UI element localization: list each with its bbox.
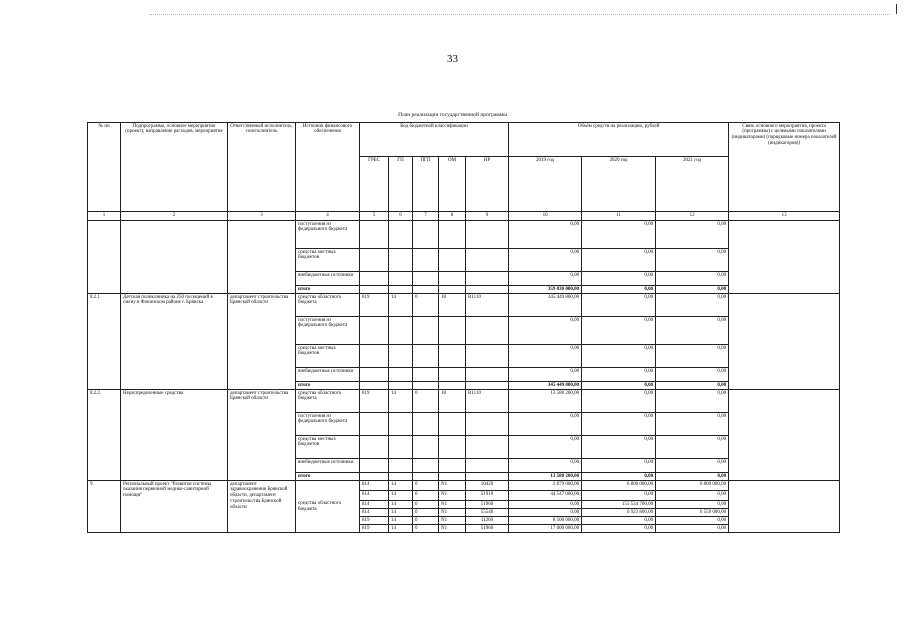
value-2019: 0,00 (509, 345, 582, 368)
total-2020: 0,00 (582, 382, 656, 390)
value-2019: 17 000 000,00 (509, 525, 582, 533)
kbk-grbs: 819 (360, 517, 389, 525)
link-cell (729, 390, 840, 481)
source-local: средства местных бюджетов (296, 436, 360, 459)
row-exec: департамент здравоохранения Брянской области, департамент строительства Брянской области (228, 481, 296, 533)
value-2020: 0,00 (582, 436, 656, 459)
scan-edge-mark (896, 4, 897, 14)
kbk-pgp: 0 (413, 509, 439, 517)
row-name-cell (121, 221, 228, 294)
value-2020: 0,00 (582, 390, 656, 413)
value-2019: 8 500 000,00 (509, 517, 582, 525)
header-link: Связь основного мероприятия, проекта (программы) с целевыми показателями (индикаторами) (порядковые номера показателей (индикаторов)) (729, 123, 840, 212)
kbk-grbs: 819 (360, 390, 389, 413)
col-number: 13 (729, 212, 840, 221)
kbk-om: 18 (439, 390, 466, 413)
value-2019: 13 580 200,00 (509, 390, 582, 413)
header-pgp: ПГП (413, 157, 439, 212)
kbk-gp: 14 (389, 390, 413, 413)
kbk-om: N1 (439, 491, 466, 501)
value-2021: 6 800 000,00 (656, 481, 729, 491)
value-2019: 0,00 (509, 459, 582, 473)
source-federal: поступления из федерального бюджета (296, 317, 360, 345)
row-exec: департамент строительства Брянской области (228, 294, 296, 390)
col-number: 4 (296, 212, 360, 221)
value-2019: 0,00 (509, 501, 582, 509)
header-om: ОМ (439, 157, 466, 212)
row-name: Нераспределенные средства (121, 390, 228, 481)
value-2021: 0,00 (656, 517, 729, 525)
link-cell (729, 221, 840, 294)
table-row (88, 294, 840, 317)
kbk-grbs: 814 (360, 491, 389, 501)
scan-artifact-dots (150, 14, 890, 17)
kbk-np: 51960 (466, 525, 509, 533)
value-2020: 0,00 (582, 413, 656, 436)
kbk-np: 11260 (466, 517, 509, 525)
value-2019: 0,00 (509, 413, 582, 436)
header-np: НР (466, 157, 509, 212)
value-2021: 0,00 (656, 368, 729, 382)
kbk-pgp: 0 (413, 294, 439, 317)
value-2019: 0,00 (509, 509, 582, 517)
kbk-gp: 14 (389, 481, 413, 491)
value-2021: 0,00 (656, 525, 729, 533)
value-2020: 155 534 700,00 (582, 501, 656, 509)
value-2019: 0,00 (509, 221, 582, 249)
value-2020: 0,00 (582, 249, 656, 272)
kbk-np: 51960 (466, 501, 509, 509)
value-2021: 0,00 (656, 459, 729, 473)
kbk-np: 51910 (466, 491, 509, 501)
row-num-cell (88, 221, 121, 294)
row-name: Региональный проект "Развитие системы оказания первичной медико-санитарной помощи" (121, 481, 228, 533)
col-number: 6 (389, 212, 413, 221)
kbk-om: N1 (439, 481, 466, 491)
value-2019: 0,00 (509, 368, 582, 382)
value-2021: 0,00 (656, 317, 729, 345)
kbk-pgp: 0 (413, 517, 439, 525)
kbk-gp: 14 (389, 491, 413, 501)
source-extra: внебюджетные источники (296, 368, 360, 382)
row-exec: департамент строительства Брянской области (228, 390, 296, 481)
value-2021: 0,00 (656, 501, 729, 509)
kbk-om: 18 (439, 294, 466, 317)
col-number: 10 (509, 212, 582, 221)
row-num: 9. (88, 481, 121, 533)
kbk-om: N1 (439, 517, 466, 525)
value-2019: 2 879 000,00 (509, 481, 582, 491)
source-local: средства местных бюджетов (296, 345, 360, 368)
document-title: План реализации государственной программы (398, 112, 507, 118)
header-num: № пп (88, 123, 121, 212)
value-2020: 6 923 800,00 (582, 509, 656, 517)
col-number: 5 (360, 212, 389, 221)
kbk-pgp: 0 (413, 501, 439, 509)
kbk-gp: 14 (389, 525, 413, 533)
total-2019: 13 580 200,00 (509, 473, 582, 481)
link-cell (729, 294, 840, 390)
source-extra: внебюджетные источники (296, 272, 360, 286)
total-label: итого (296, 473, 360, 481)
source-federal: поступления из федерального бюджета (296, 221, 360, 249)
total-2019: 359 030 000,00 (509, 286, 582, 294)
kbk-grbs: 814 (360, 509, 389, 517)
total-2021: 0,00 (656, 382, 729, 390)
col-number: 7 (413, 212, 439, 221)
value-2020: 0,00 (582, 272, 656, 286)
source-extra: внебюджетные источники (296, 459, 360, 473)
value-2021: 0,00 (656, 272, 729, 286)
value-2020: 0,00 (582, 491, 656, 501)
kbk-grbs: 819 (360, 294, 389, 317)
kbk-om: N1 (439, 525, 466, 533)
col-number: 1 (88, 212, 121, 221)
kbk-np: 55540 (466, 509, 509, 517)
table-row (88, 390, 840, 413)
col-number: 2 (121, 212, 228, 221)
total-2020: 0,00 (582, 473, 656, 481)
value-2020: 0,00 (582, 517, 656, 525)
kbk-np: R1110 (466, 294, 509, 317)
kbk-gp: 14 (389, 509, 413, 517)
total-2020: 0,00 (582, 286, 656, 294)
source-local: средства местных бюджетов (296, 249, 360, 272)
value-2020: 6 800 000,00 (582, 481, 656, 491)
kbk-om: N1 (439, 501, 466, 509)
value-2019: 0,00 (509, 436, 582, 459)
header-2020: 2020 год (582, 157, 656, 212)
source-federal: поступления из федерального бюджета (296, 413, 360, 436)
value-2020: 0,00 (582, 345, 656, 368)
row-num: 8.2.1 (88, 294, 121, 390)
kbk-grbs: 819 (360, 525, 389, 533)
total-2021: 0,00 (656, 286, 729, 294)
value-2019: 0,00 (509, 317, 582, 345)
header-grbs: ГРБС (360, 157, 389, 212)
table-row (88, 481, 840, 491)
col-number: 12 (656, 212, 729, 221)
page-number: 33 (447, 53, 458, 65)
value-2021: 0,00 (656, 294, 729, 317)
value-2021: 0,00 (656, 221, 729, 249)
value-2021: 0,00 (656, 345, 729, 368)
total-2019: 345 449 800,00 (509, 382, 582, 390)
value-2020: 0,00 (582, 525, 656, 533)
row-exec-cell (228, 221, 296, 294)
value-2021: 0,00 (656, 491, 729, 501)
value-2020: 0,00 (582, 317, 656, 345)
col-number: 3 (228, 212, 296, 221)
header-source: Источник финансового обеспечения (296, 123, 360, 212)
value-2020: 0,00 (582, 221, 656, 249)
source-regional: средства областного бюджета (296, 294, 360, 317)
value-2021: 0,00 (656, 249, 729, 272)
kbk-gp: 14 (389, 294, 413, 317)
header-name: Подпрограмма, основное мероприятие (проект), направление расходов, мероприятие (121, 123, 228, 212)
total-2021: 0,00 (656, 473, 729, 481)
kbk-grbs: 814 (360, 481, 389, 491)
plan-table (87, 122, 840, 533)
header-2019: 2019 год (509, 157, 582, 212)
column-number-row (88, 212, 840, 221)
kbk-pgp: 0 (413, 481, 439, 491)
value-2021: 0,00 (656, 436, 729, 459)
value-2019: 345 449 800,00 (509, 294, 582, 317)
total-label: итого (296, 382, 360, 390)
kbk-grbs: 814 (360, 501, 389, 509)
total-label: итого (296, 286, 360, 294)
header-2021: 2021 год (656, 157, 729, 212)
kbk-gp: 14 (389, 517, 413, 525)
col-number: 9 (466, 212, 509, 221)
kbk-pgp: 0 (413, 390, 439, 413)
value-2020: 0,00 (582, 368, 656, 382)
col-number: 11 (582, 212, 656, 221)
kbk-np: R1110 (466, 390, 509, 413)
value-2021: 6 559 000,00 (656, 509, 729, 517)
kbk-pgp: 0 (413, 491, 439, 501)
value-2021: 0,00 (656, 390, 729, 413)
value-2019: 44 547 000,00 (509, 491, 582, 501)
source-regional: средства областного бюджета (296, 481, 360, 533)
header-gp: ГП (389, 157, 413, 212)
col-number: 8 (439, 212, 466, 221)
source-regional: средства областного бюджета (296, 390, 360, 413)
value-2019: 0,00 (509, 272, 582, 286)
row-name: Детская поликлиника на 250 посещений в смену в Фокинском районе г. Брянска (121, 294, 228, 390)
header-volume: Объём средств на реализацию, рублей (509, 123, 729, 157)
kbk-gp: 14 (389, 501, 413, 509)
link-cell (729, 481, 840, 533)
value-2020: 0,00 (582, 459, 656, 473)
kbk-pgp: 0 (413, 525, 439, 533)
kbk-om: N1 (439, 509, 466, 517)
table-row (88, 221, 840, 249)
value-2021: 0,00 (656, 413, 729, 436)
value-2020: 0,00 (582, 294, 656, 317)
header-exec: Ответственный исполнитель, соисполнитель (228, 123, 296, 212)
row-num: 8.2.2. (88, 390, 121, 481)
value-2019: 0,00 (509, 249, 582, 272)
header-kbk: Код бюджетной классификации (360, 123, 509, 157)
kbk-np: 10420 (466, 481, 509, 491)
